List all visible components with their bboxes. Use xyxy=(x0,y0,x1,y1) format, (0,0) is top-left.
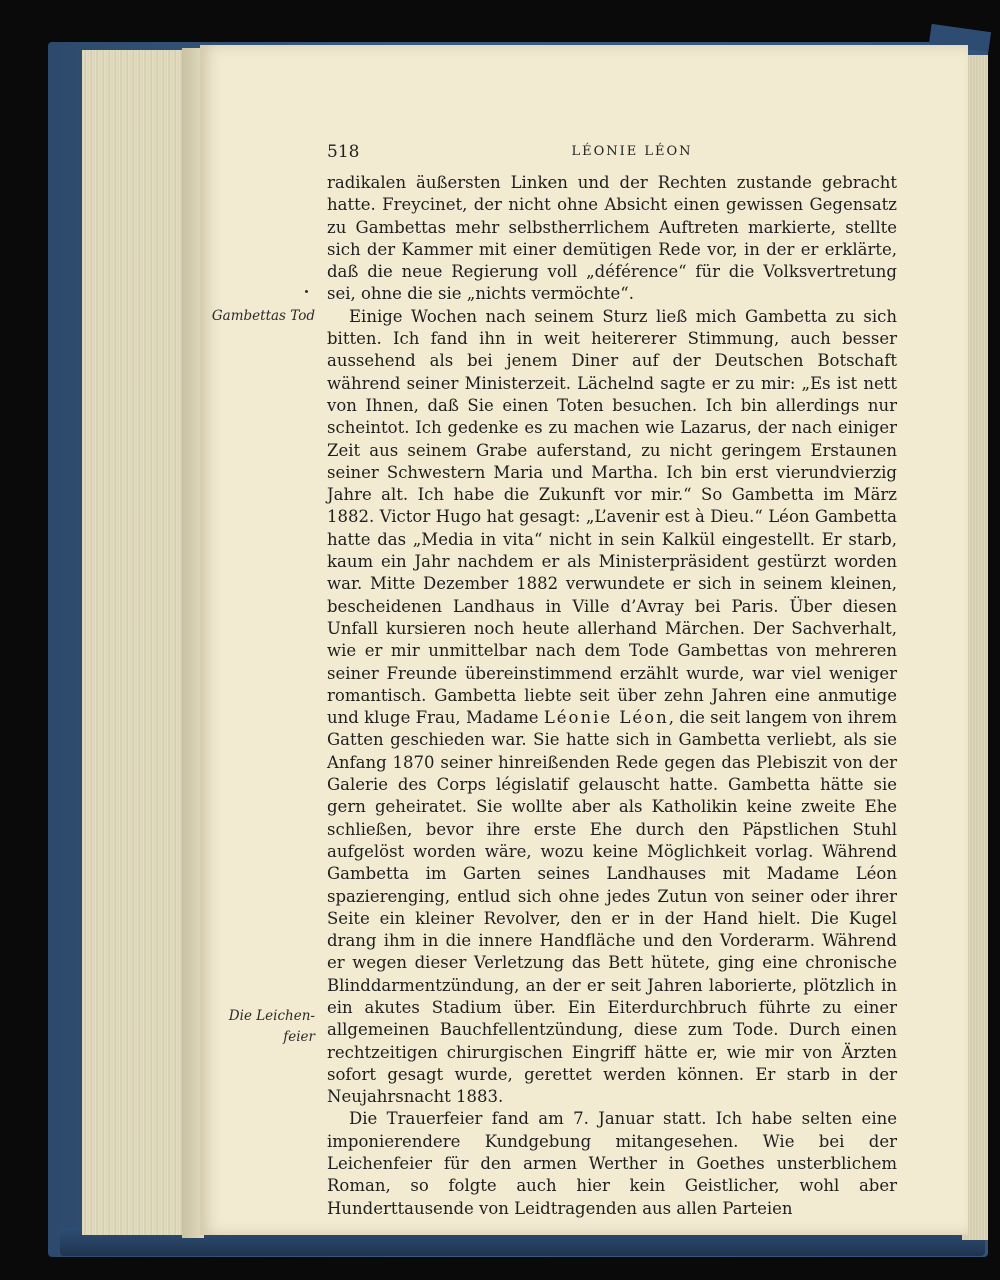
paragraph-2 xyxy=(327,306,897,1109)
sidenote-leichenfeier-line-1: Die Leichen- xyxy=(228,1008,315,1024)
page-header xyxy=(327,142,897,168)
paragraph-1-line: radikalen äußersten Linken und der Rechten zustande gebracht hatte. xyxy=(327,173,897,215)
paragraph-2-name-spaced: Léonie Léon xyxy=(543,708,669,728)
paragraph-1-line: Freycinet, der nicht ohne Absicht einen gewissen Gegensatz zu Gambettas xyxy=(327,195,897,237)
paragraph-2-text-a: Einige Wochen nach seinem Sturz ließ mich Gambetta zu sich bitten. Ich fand ihn in weit heitererer Stimmung, auch besser aussehend als bei jenem Diner auf der Deutschen Botschaft während seiner Ministerzeit. Lächelnd sagte er zu mir: „Es ist nett von Ihnen, daß Sie einen Toten besuchen. Ich bin allerdings nur scheintot. Ich gedenke es zu machen wie Lazarus, der nach einiger Zeit aus seinem Grabe auferstand, zu nicht geringem Erstaunen seiner Schwestern Maria und Martha. Ich bin erst vierundvierzig Jahre alt. Ich habe die Zukunft vor mir.“ So Gambetta im März 1882. Victor Hugo hat gesagt: „L’avenir est à Dieu.“ Léon Gambetta hatte das „Media in vita“ nicht in sein Kalkül eingestellt. Er starb, kaum ein Jahr nachdem er als Ministerpräsident gestürzt worden war. Mitte Dezember 1882 verwundete er sich in seinem kleinen, bescheidenen Landhaus in Ville d’Avray bei Paris. Über diesen Unfall kursieren noch heute allerhand Märchen. Der Sachverhalt, wie er mir unmittelbar nach dem Tode Gambettas von mehreren seiner Freunde übereinstimmend erzählt wurde, war viel weniger romantisch. Gambetta liebte seit über zehn Jahren eine anmutige und kluge Frau, Madame xyxy=(327,306,897,728)
paragraph-1-line: „déférence“ für die Volksvertretung sei, ohne die sie „nichts vermöchte“. xyxy=(327,262,897,304)
sidenote-leichenfeier xyxy=(205,1006,315,1048)
sidenote-gambettas-tod: Gambettas Tod xyxy=(211,308,315,324)
page-number: 518 xyxy=(327,142,360,162)
paragraph-1-line: einer demütigen Rede vor, in der er erklärte, daß die neue Regierung voll xyxy=(327,239,898,282)
sidenote-leichenfeier-line-2: feier xyxy=(283,1029,315,1045)
paragraph-3: Die Trauerfeier fand am 7. Januar statt. Ich habe selten eine imponierendere Kundgebung mitangesehen. Wie bei der Leichenfeier für den armen Werther in Goethes unsterblichem Roman, so folgte auch hier kein Geistlicher, wohl aber Hunderttausende von Leidtragenden aus allen Parteien xyxy=(327,1109,897,1218)
paragraph-1-line: mehr selbstherrlichem Auftreten markierte, stellte sich der Kammer mit xyxy=(327,217,898,259)
running-head: LÉONIE LÉON xyxy=(571,144,693,159)
paragraph-2-text-b: , die seit langem von ihrem Gatten geschieden war. Sie hatte sich in Gambetta verliebt, als sie Anfang 1870 seiner hinreißenden Rede gegen das Plebiszit von der Galerie des Corps législatif gelauscht hatte. Gambetta hätte sie gern geheiratet. Sie wollte aber als Katholikin keine zweite Ehe schließen, bevor ihre erste Ehe durch den Päpstlichen Stuhl aufgelöst worden wäre, wozu keine Möglichkeit vorlag. Während Gambetta im Garten seines Landhauses mit Madame Léon spazierenging, entlud sich ohne jedes Zutun von seiner oder ihrer Seite ein kleiner Revolver, den er in der Hand hielt. Die Kugel drang ihm in die innere Handfläche und den Vorderarm. Während er wegen dieser Verletzung das Bett hütete, ging eine chronische Blinddarmentzündung, an der er seit Jahren laborierte, plötzlich in ein akutes Stadium über. Ein Eiterdurchbruch führte zu einer allgemeinen Bauchfellentzündung, diese zum Tode. Durch einen rechtzeitigen chirurgischen Eingriff hätte er, wie mir von Ärzten sofort gesagt wurde, gerettet werden können. Er starb in der Neujahrsnacht 1883. xyxy=(327,708,897,1107)
ink-dot xyxy=(305,290,308,293)
paragraph-1 xyxy=(327,172,897,306)
body-text xyxy=(327,172,897,1220)
